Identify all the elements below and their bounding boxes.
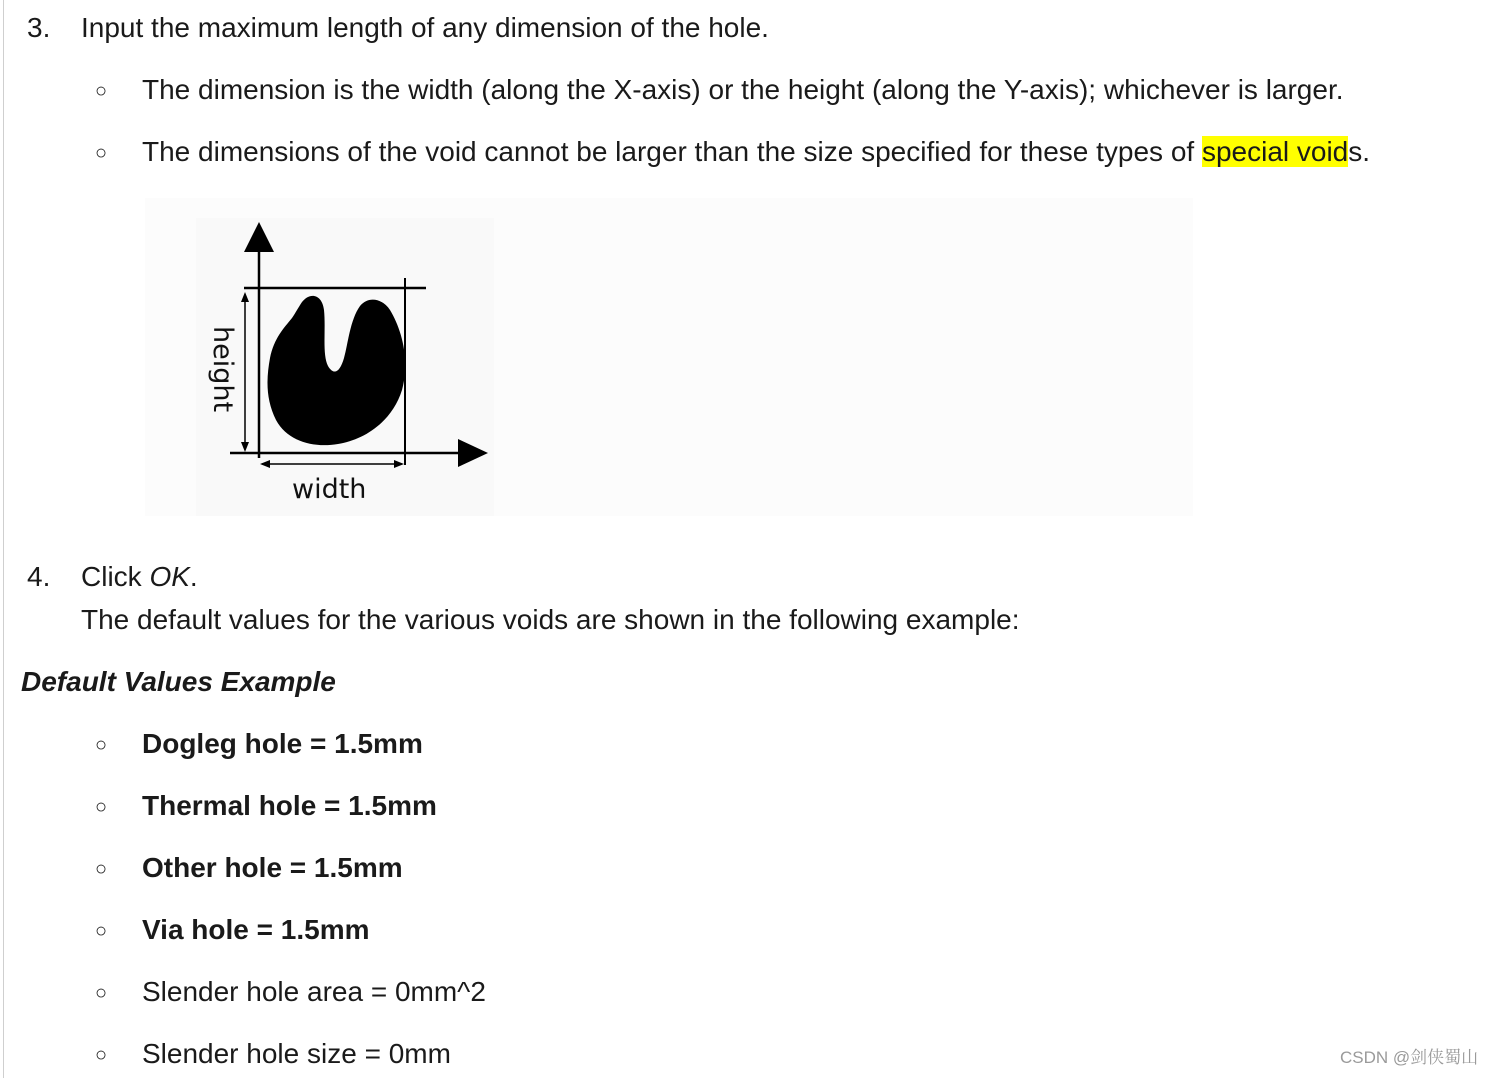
- ok-label: OK: [149, 561, 190, 592]
- default-other-hole: Other hole = 1.5mm: [142, 852, 403, 883]
- default-via-hole: Via hole = 1.5mm: [142, 914, 370, 945]
- step-3-bullet-1: The dimension is the width (along the X-axis) or the height (along the Y-axis); whichever is larger.: [142, 74, 1344, 105]
- bullet-glyph: ○: [95, 734, 108, 756]
- hole-dimension-diagram: [196, 210, 496, 510]
- bullet-glyph: ○: [95, 80, 108, 102]
- bullet-glyph: ○: [95, 982, 108, 1004]
- bullet-2-text: The dimensions of the void cannot be larger than the size specified for these types of: [142, 136, 1202, 167]
- default-values-heading: Default Values Example: [21, 666, 336, 697]
- click-text: Click: [81, 561, 150, 592]
- default-dogleg-hole: Dogleg hole = 1.5mm: [142, 728, 423, 759]
- step-4-text: [81, 560, 198, 594]
- default-slender-hole-area: Slender hole area = 0mm^2: [142, 976, 486, 1007]
- height-label: height: [207, 326, 238, 413]
- bullet-2-suffix: s.: [1348, 136, 1371, 167]
- width-arrow-left-icon: [260, 460, 270, 468]
- width-label: width: [292, 474, 367, 505]
- height-arrow-top-icon: [241, 292, 249, 302]
- step-4-number: 4.: [27, 561, 51, 592]
- step-3-text: Input the maximum length of any dimension of the hole.: [81, 12, 769, 43]
- default-slender-hole-size: Slender hole size = 0mm: [142, 1038, 451, 1069]
- bullet-glyph: ○: [95, 142, 108, 164]
- period: .: [189, 561, 198, 592]
- step-3-bullet-2: [142, 135, 1370, 169]
- bullet-glyph: ○: [95, 858, 108, 880]
- step-3-number: 3.: [27, 12, 51, 43]
- hole-shape: [268, 296, 406, 445]
- y-axis-arrow-icon: [244, 222, 274, 252]
- width-arrow-right-icon: [394, 460, 404, 468]
- special-voids-link[interactable]: special void: [1201, 136, 1349, 167]
- bullet-glyph: ○: [95, 920, 108, 942]
- height-arrow-bottom-icon: [241, 442, 249, 452]
- watermark: CSDN @剑侠蜀山: [1340, 1048, 1479, 1067]
- x-axis-arrow-icon: [458, 439, 488, 467]
- step-4-description: The default values for the various voids are shown in the following example:: [81, 604, 1020, 635]
- default-thermal-hole: Thermal hole = 1.5mm: [142, 790, 437, 821]
- bullet-glyph: ○: [95, 1044, 108, 1066]
- bullet-glyph: ○: [95, 796, 108, 818]
